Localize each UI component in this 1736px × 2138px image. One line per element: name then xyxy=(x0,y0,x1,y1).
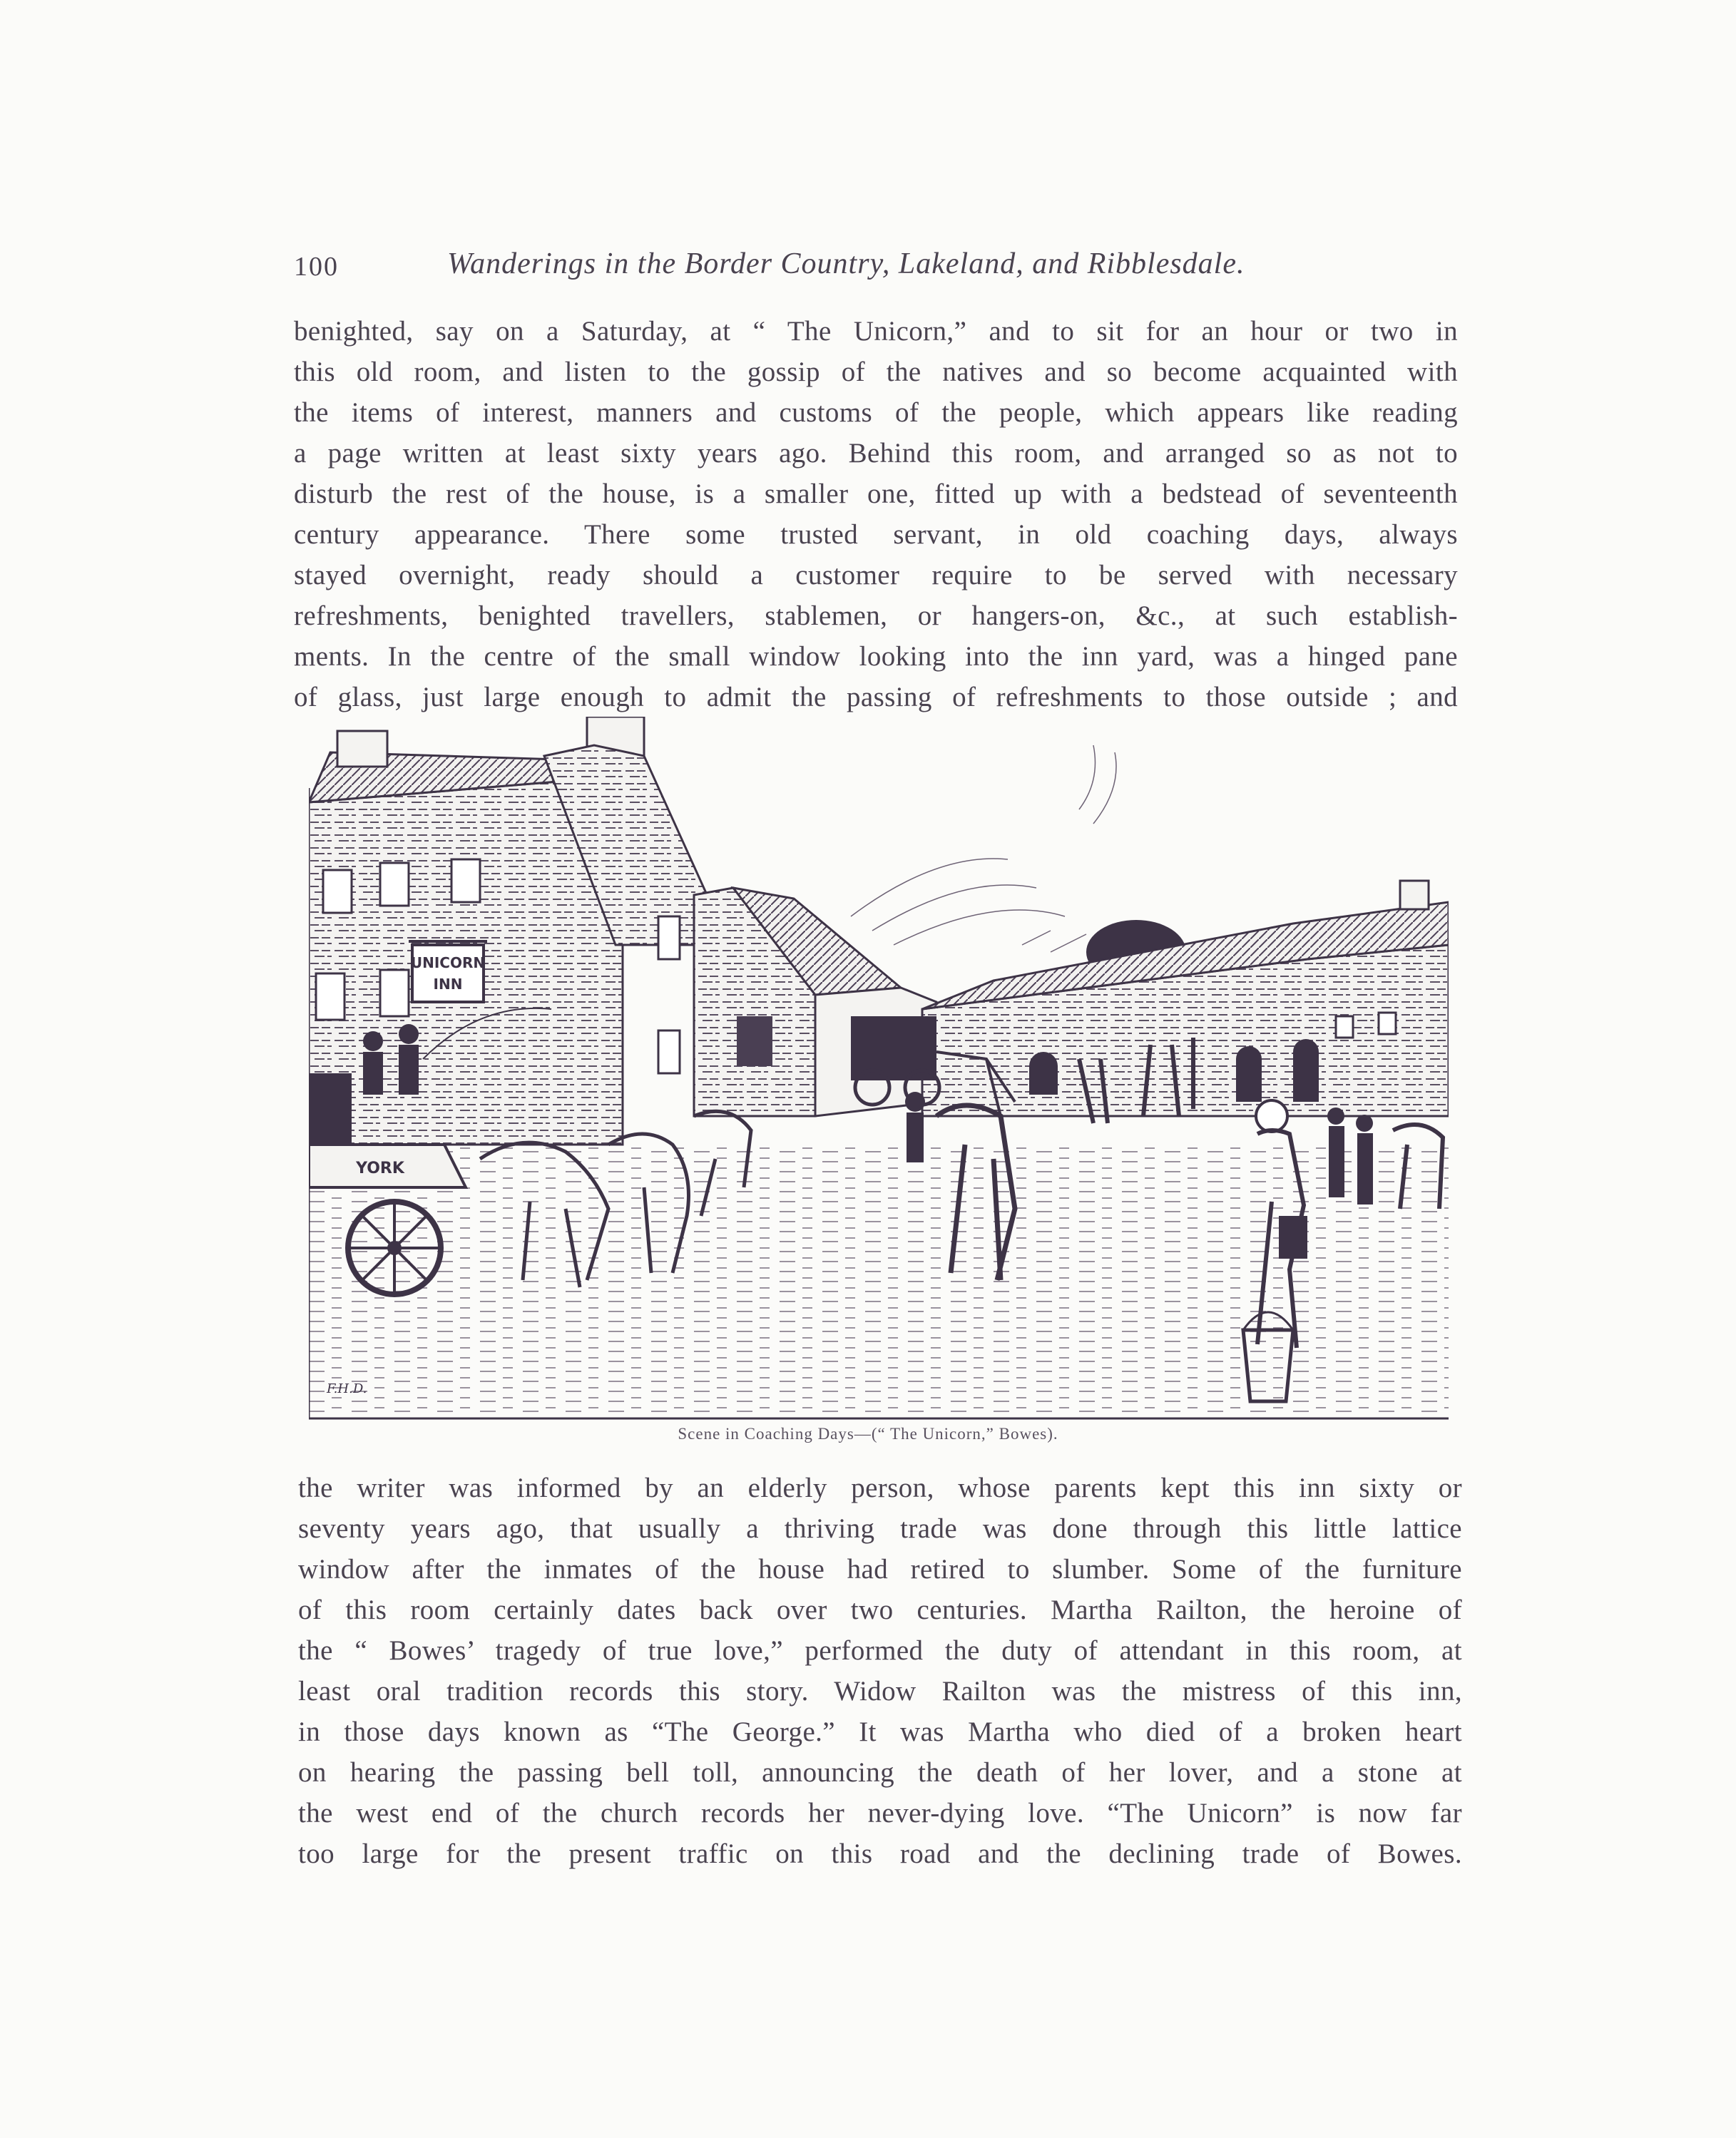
text-line: of this room certainly dates back over two centuries. Martha Railton, the heroine of xyxy=(298,1595,1462,1625)
text-line: too large for the present traffic on this road and the declining trade of Bowes. xyxy=(298,1838,1462,1869)
illustration-inn-yard xyxy=(309,717,1449,1423)
inn-sign xyxy=(409,941,487,1002)
text-line: century appearance. There some trusted servant, in old coaching days, always xyxy=(294,519,1458,550)
page-number: 100 xyxy=(294,252,339,282)
text-line: refreshments, benighted travellers, stablemen, or hangers-on, &c., at such establish- xyxy=(294,600,1458,631)
yard-ground xyxy=(309,1145,1449,1416)
text-line: in those days known as “The George.” It was Martha who died of a broken heart xyxy=(298,1717,1462,1747)
text-line: on hearing the passing bell toll, announcing the death of her lover, and a stone at xyxy=(298,1757,1462,1788)
text-line: benighted, say on a Saturday, at “ The Unicorn,” and to sit for an hour or two in xyxy=(294,316,1458,347)
sign-text-inn: INN xyxy=(433,976,463,993)
sign-text-unicorn: UNICORN xyxy=(410,954,486,971)
text-line: a page written at least sixty years ago. Behind this room, and arranged so as not to xyxy=(294,438,1458,469)
text-line: window after the inmates of the house had retired to slumber. Some of the furniture xyxy=(298,1554,1462,1585)
running-title: Wanderings in the Border Country, Lakeland, and Ribblesdale. xyxy=(447,247,1245,280)
page-header xyxy=(294,247,1314,294)
text-line: seventy years ago, that usually a thriving trade was done through this little lattice xyxy=(298,1513,1462,1544)
coach-text: YORK xyxy=(356,1160,404,1177)
figure-caption: Scene in Coaching Days—(“ The Unicorn,” Bowes). xyxy=(678,1425,1058,1443)
sky-hatching xyxy=(851,745,1122,952)
text-line: of glass, just large enough to admit the passing of refreshments to those outside ; and xyxy=(294,682,1458,712)
middle-buildings xyxy=(694,888,936,1116)
text-line: disturb the rest of the house, is a smaller one, fitted up with a bedstead of seventeenth xyxy=(294,479,1458,509)
text-line: this old room, and listen to the gossip of the natives and so become acquainted with xyxy=(294,357,1458,387)
text-line: the writer was informed by an elderly person, whose parents kept this inn sixty or xyxy=(298,1473,1462,1503)
text-line: stayed overnight, ready should a customer require to be served with necessary xyxy=(294,560,1458,590)
artist-signature: F.H.D. xyxy=(327,1381,367,1396)
text-line: the items of interest, manners and customs of the people, which appears like reading xyxy=(294,397,1458,428)
text-line: ments. In the centre of the small window looking into the inn yard, was a hinged pane xyxy=(294,641,1458,672)
text-line: the west end of the church records her never-dying love. “The Unicorn” is now far xyxy=(298,1798,1462,1828)
paragraph-bottom xyxy=(298,1468,1462,1874)
text-line: least oral tradition records this story. Widow Railton was the mistress of this inn, xyxy=(298,1676,1462,1707)
paragraph-top xyxy=(294,311,1458,717)
text-line: the “ Bowes’ tragedy of true love,” performed the duty of attendant in this room, at xyxy=(298,1635,1462,1666)
